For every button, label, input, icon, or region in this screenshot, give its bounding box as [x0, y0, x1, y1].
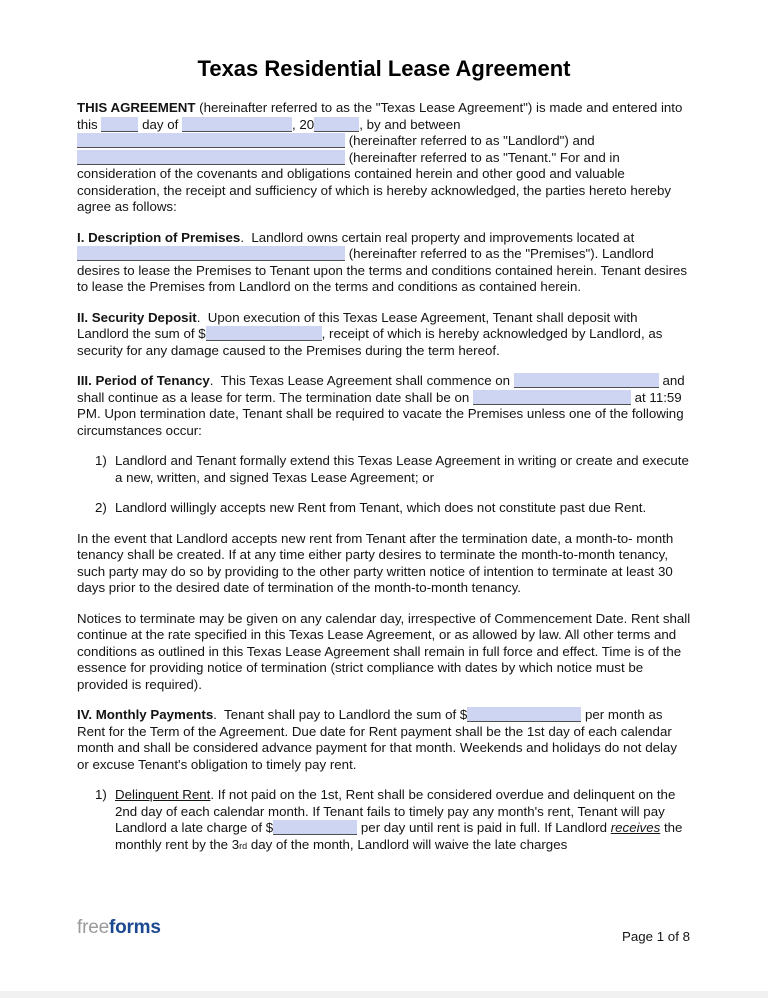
security-deposit-amount-field[interactable]: [206, 326, 322, 341]
section3-text-2: and shall continue as a lease for term. The termination date shall be on: [77, 373, 689, 405]
section2-text-2: , receipt of which is hereby acknowledged by Landlord, as security for any damage caused to the Premises during the term hereof.: [77, 326, 667, 358]
logo-forms-text: forms: [108, 917, 161, 938]
intro-text-3: , 20: [292, 116, 315, 132]
section-security-deposit: [77, 310, 691, 360]
day-field[interactable]: [101, 117, 138, 132]
section3-heading: III. Period of Tenancy: [77, 373, 210, 388]
page-bottom-edge: [0, 991, 768, 998]
notices-to-terminate-paragraph: Notices to terminate may be given on any calendar day, irrespective of Commencement Date. Rent shall continue at the rate specified in this Texas Lease Agreement, or as allowed by law. All other terms and conditions as outlined in this Texas Lease Agreement shall remain in full force and effect. Time is of the essence for providing notice of termination (strict compliance with dates by which notice must be provided is required).: [77, 610, 694, 692]
document-content: [77, 0, 694, 868]
section4-text-1: . Tenant shall pay to Landlord the sum of $: [213, 707, 468, 722]
receives-emphasis-text: receives: [610, 820, 661, 835]
tenancy-list-item-2: [77, 500, 691, 517]
section3-text-3: at 11:59 PM. Upon termination date, Tenant shall be required to vacate the Premises unless one of the following circumstances occur:: [77, 389, 688, 438]
intro-text-1: (hereinafter referred to as the "Texas Lease Agreement") is made and entered into this: [77, 100, 687, 132]
intro-text-4: , by and between: [359, 116, 465, 132]
page-title: Texas Residential Lease Agreement: [197, 56, 571, 81]
delinquent-text-4: day of the month, Landlord will waive the late charges: [247, 836, 568, 852]
month-field[interactable]: [182, 117, 292, 132]
logo-free-text: free: [77, 917, 109, 938]
section1-heading: I. Description of Premises: [77, 229, 241, 245]
tenant-name-field[interactable]: [77, 150, 345, 165]
commencement-date-field[interactable]: [514, 373, 659, 388]
section-period-of-tenancy: [77, 373, 691, 439]
section4-heading: IV. Monthly Payments: [77, 707, 214, 722]
intro-text-6: (hereinafter referred to as "Tenant." For and in consideration of the covenants and obligations contained herein and other good and valuable consideration, the receipt and sufficiency of which is hereby acknowledged, the parties hereto hereby agree as follows:: [77, 149, 675, 214]
section1-text-2: (hereinafter referred to as the "Premises"). Landlord desires to lease the Premises to Tenant upon the terms and conditions contained herein. Tenant desires to lease the Premises from Landlord on the terms and conditions as contained herein.: [77, 246, 691, 294]
month-to-month-paragraph: In the event that Landlord accepts new rent from Tenant after the termination date, a month-to- month tenancy shall be created. If at any time either party desires to terminate the month-to-month tenancy, such party may do so by providing to the other party written notice of intention to terminate at least 30 days prior to the desired date of termination of the month-to-month tenancy.: [77, 530, 677, 595]
section2-heading: II. Security Deposit: [77, 309, 197, 325]
section3-text-1: . This Texas Lease Agreement shall commence on: [209, 373, 514, 388]
tenancy-list-item-1: [77, 453, 691, 486]
delinquent-rent-title: Delinquent Rent: [115, 787, 211, 802]
section1-text-1: . Landlord owns certain real property and improvements located at: [240, 229, 638, 245]
delinquent-rent-list-item: [77, 787, 691, 854]
list-item-number: 1): [95, 787, 107, 802]
intro-text-2: day of: [138, 116, 183, 132]
delinquent-rent-text: [115, 787, 691, 854]
ordinal-suffix-text: rd: [239, 840, 248, 851]
section4-text-2: per month as Rent for the Term of the Agreement. Due date for Rent payment shall be the 1st day of each calendar month and shall be considered advance payment for that month. Weekends and holidays do not delay or excuse Tenant's obligation to timely pay rent.: [77, 707, 681, 772]
section-monthly-payments: [77, 707, 691, 773]
section2-text-1: . Upon execution of this Texas Lease Agreement, Tenant shall deposit with Landlord the sum of $: [77, 309, 642, 341]
delinquent-text-1: . If not paid on the 1st, Rent shall be considered overdue and delinquent on the 2nd day of each calendar month. If Tenant fails to timely pay any month's rent, Tenant will pay Landlord a late charge of $: [115, 787, 680, 835]
page-number-indicator: Page 1 of 8: [621, 929, 690, 944]
intro-lead-text: THIS AGREEMENT: [77, 100, 196, 115]
freeforms-logo: [77, 917, 161, 939]
termination-date-field[interactable]: [473, 390, 631, 405]
tenancy-item-1-text: Landlord and Tenant formally extend this Texas Lease Agreement in writing or create and execute a new, written, and signed Texas Lease Agreement; or: [115, 453, 693, 485]
year-field[interactable]: [314, 117, 359, 132]
intro-text-5: (hereinafter referred to as "Landlord") and: [345, 133, 599, 148]
monthly-rent-amount-field[interactable]: [467, 707, 581, 722]
late-charge-amount-field[interactable]: [273, 820, 357, 835]
section-description-of-premises: [77, 230, 691, 296]
delinquent-text-3: the monthly rent by the 3: [115, 820, 687, 852]
list-item-number: 1): [95, 453, 107, 468]
premises-address-field[interactable]: [77, 246, 345, 261]
delinquent-text-2: per day until rent is paid in full. If Landlord: [357, 820, 611, 835]
tenancy-item-2-text: Landlord willingly accepts new Rent from Tenant, which does not constitute past due Rent.: [115, 500, 647, 515]
landlord-name-field[interactable]: [77, 133, 345, 148]
list-item-number: 2): [95, 500, 107, 515]
intro-paragraph: [77, 100, 691, 216]
